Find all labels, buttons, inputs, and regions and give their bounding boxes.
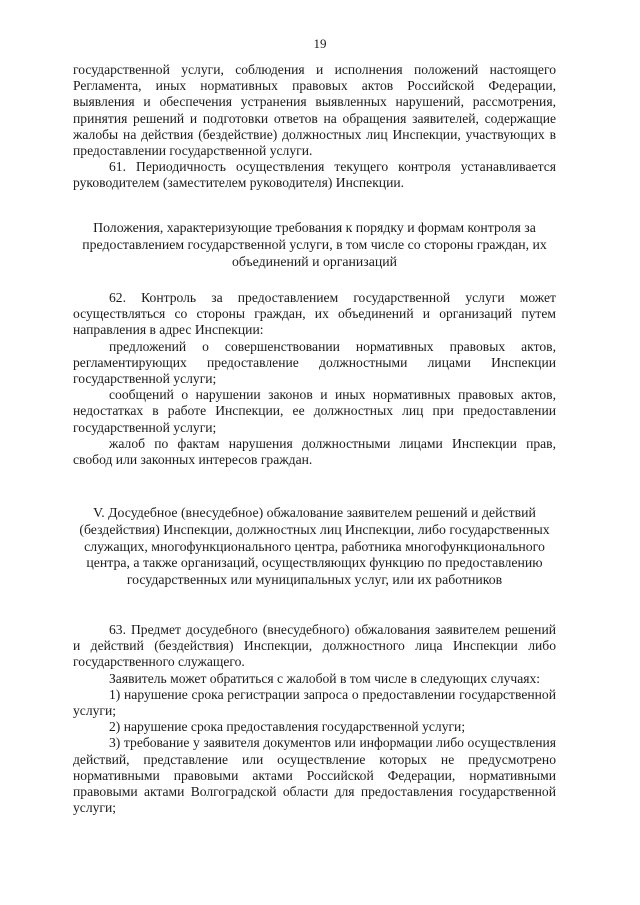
paragraph-61: 61. Периодичность осуществления текущего контроля устанавливается руководителем (заместителем руководителя) Инспекции. [73, 159, 556, 191]
page-number: 19 [313, 36, 327, 51]
list-item: сообщений о нарушении законов и иных нормативных правовых актов, недостатках в работе Инспекции, ее должностных лиц при предоставлении государственной услуги; [73, 387, 556, 435]
paragraph: Заявитель может обратиться с жалобой в том числе в следующих случаях: [109, 670, 541, 686]
list-item: предложений о совершенствовании нормативных правовых актов, регламентирующих предоставление должностными лицами Инспекции государственной услуги; [73, 338, 556, 387]
paragraph-62: 62. Контроль за предоставлением государственной услуги может осуществляться со стороны граждан, их объединений и организаций путем направления в адрес Инспекции: [73, 290, 556, 338]
paragraph-63: 63. Предмет досудебного (внесудебного) обжалования заявителем решений и действий (бездействия) Инспекции, должностного лица Инспекции либо государственного служащего. [73, 622, 556, 670]
list-item: 1) нарушение срока регистрации запроса о предоставлении государственной услуги; [73, 686, 556, 719]
text-block-3 [73, 622, 556, 816]
section-heading-appeal [73, 505, 556, 589]
text-block-1 [73, 62, 556, 192]
text-block-2 [73, 290, 556, 468]
section-heading-control [73, 220, 556, 270]
list-item: жалоб по фактам нарушения должностными лицами Инспекции прав, свобод или законных интересов граждан. [73, 435, 556, 468]
heading-text: Положения, характеризующие требования к порядку и формам контроля за предоставлением государственной услуги, в том числе со стороны граждан, их объединений и организаций [82, 220, 547, 269]
heading-text: V. Досудебное (внесудебное) обжалование заявителем решений и действий (бездействия) Инспекции, должностных лиц Инспекции, либо государственных служащих, многофункционального центра, работника многофункционального центра, а также организаций, осуществляющих функцию по предоставлению государственных или муниципальных услуг, или их работников [79, 505, 550, 588]
list-item: 2) нарушение срока предоставления государственной услуги; [109, 719, 466, 735]
list-item: 3) требование у заявителя документов или информации либо осуществления действий, представление или осуществление которых не предусмотрено нормативными правовыми актами Российской Федерации, нормативными правовыми актами Волгоградской области для предоставления государственной услуги; [73, 735, 556, 816]
paragraph: государственной услуги, соблюдения и исполнения положений настоящего Регламента, иных нормативных правовых актов Российской Федерации, выявления и обеспечения устранения выявленных нарушений, рассмотрения, принятия решений и подготовки ответов на обращения заявителей, содержащие жалобы на действия (бездействие) должностных лиц Инспекции, участвующих в предоставлении государственной услуги. [73, 62, 556, 159]
